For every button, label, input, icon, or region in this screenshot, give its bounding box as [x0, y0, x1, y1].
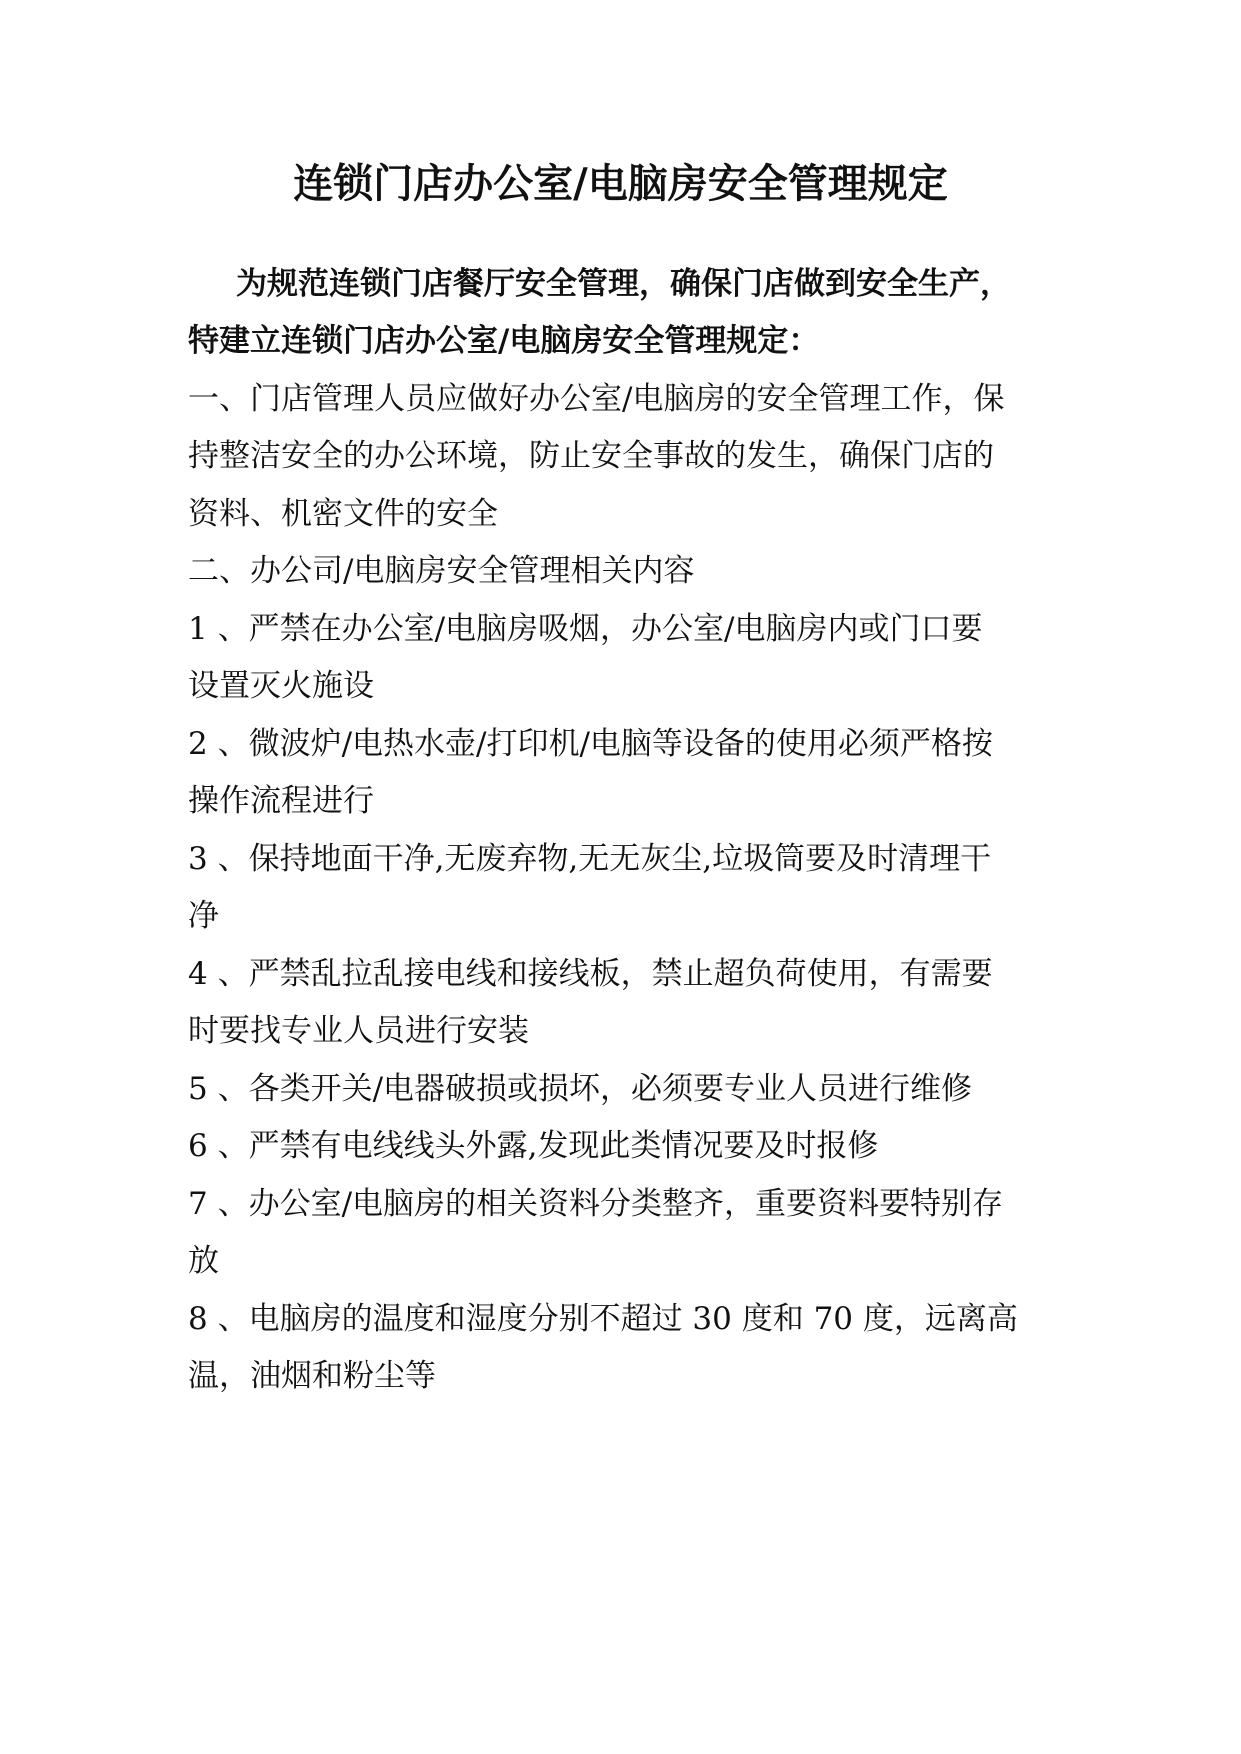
body-line-16: 放 — [188, 1243, 219, 1279]
intro-line-1: 为规范连锁门店餐厅安全管理，确保门店做到安全生产， — [236, 266, 1011, 302]
document-title: 连锁门店办公室/电脑房安全管理规定 — [293, 160, 948, 207]
body-line-5: 1 、严禁在办公室/电脑房吸烟，办公室/电脑房内或门口要 — [188, 611, 983, 647]
body-line-2: 持整洁安全的办公环境，防止安全事故的发生，确保门店的 — [188, 438, 994, 474]
body-line-18: 温，油烟和粉尘等 — [188, 1358, 436, 1394]
body-line-12: 时要找专业人员进行安装 — [188, 1013, 529, 1049]
body-line-10: 净 — [188, 898, 219, 934]
body-line-4: 二、办公司/电脑房安全管理相关内容 — [188, 553, 695, 589]
body-line-9: 3 、保持地面干净,无废弃物,无无灰尘,垃圾筒要及时清理干 — [188, 841, 992, 877]
body-line-15: 7 、办公室/电脑房的相关资料分类整齐，重要资料要特别存 — [188, 1186, 1004, 1222]
body-line-6: 设置灭火施设 — [188, 668, 374, 704]
body-line-11: 4 、严禁乱拉乱接电线和接线板，禁止超负荷使用，有需要 — [188, 956, 993, 992]
body-line-1: 一、门店管理人员应做好办公室/电脑房的安全管理工作，保 — [188, 381, 1005, 417]
body-line-3: 资料、机密文件的安全 — [188, 496, 498, 532]
intro-line-2: 特建立连锁门店办公室/电脑房安全管理规定： — [188, 323, 820, 359]
body-line-17: 8 、电脑房的温度和湿度分别不超过 30 度和 70 度，远离高 — [188, 1301, 1018, 1337]
body-line-14: 6 、严禁有电线线头外露,发现此类情况要及时报修 — [188, 1128, 879, 1164]
body-line-7: 2 、微波炉/电热水壶/打印机/电脑等设备的使用必须严格按 — [188, 726, 993, 762]
body-line-13: 5 、各类开关/电器破损或损坏，必须要专业人员进行维修 — [188, 1071, 973, 1107]
body-line-8: 操作流程进行 — [188, 783, 374, 819]
